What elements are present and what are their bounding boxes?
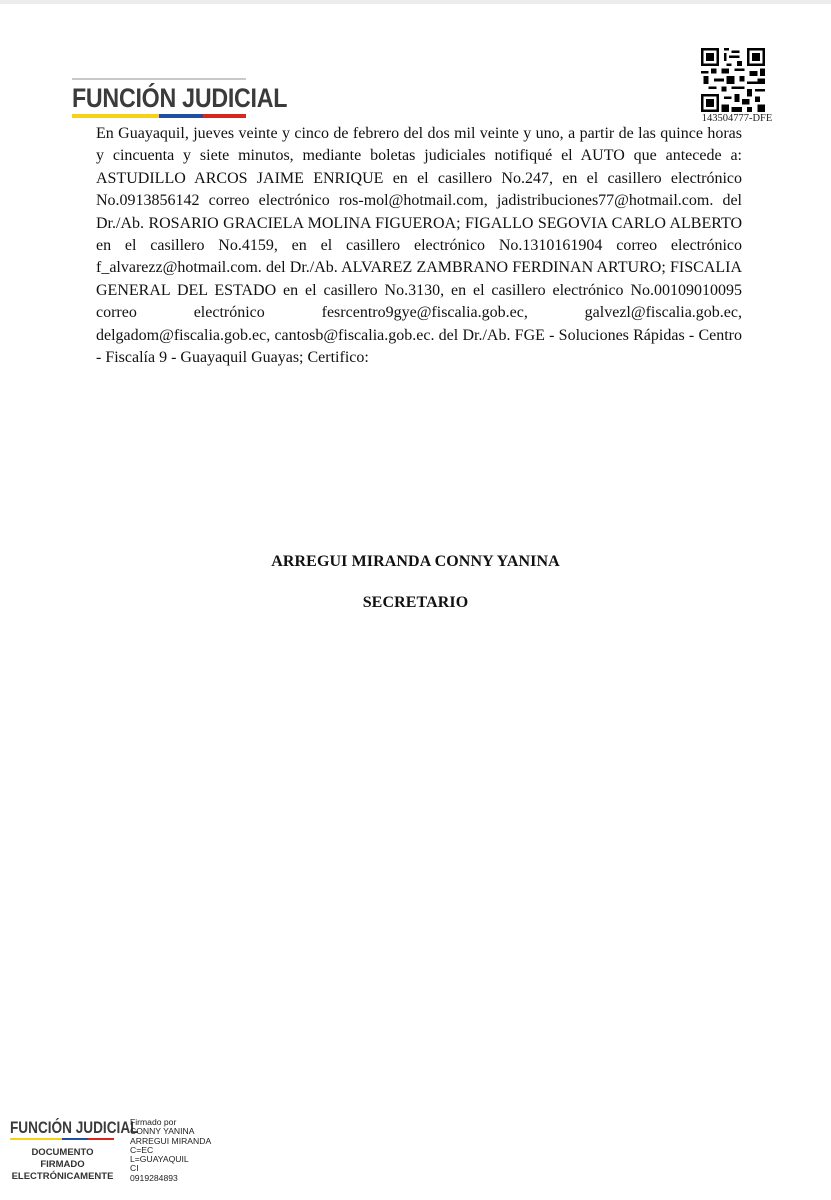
document-code: 143504777-DFE xyxy=(701,113,773,124)
stamp-signed-line: Firmado por xyxy=(130,1117,177,1127)
logo-flag-stripe xyxy=(72,114,246,118)
stamp-signed-by xyxy=(130,1118,211,1183)
page-top-bar xyxy=(0,0,831,4)
stamp-flag-red xyxy=(88,1138,114,1140)
funcion-judicial-logo xyxy=(72,78,288,118)
stamp-flag-blue xyxy=(62,1138,88,1140)
flag-yellow xyxy=(72,114,159,118)
stamp-signed-line: L=GUAYAQUIL xyxy=(130,1154,189,1165)
stamp-signed-line: ARREGUI MIRANDA xyxy=(130,1135,212,1146)
stamp-flag-stripe xyxy=(10,1138,114,1140)
stamp-flag-yellow xyxy=(10,1138,62,1140)
notification-paragraph: En Guayaquil, jueves veinte y cinco de febrero del dos mil veinte y uno, a partir de las quince horas y cincuenta y siete minutos, mediante boletas judiciales notifiqué el AUTO que antecede a: ASTUDILLO ARCOS JAIME ENRIQUE en el casillero No.247, en el casillero electrónico No.0913856142 correo electrónico ros-mol@hotmail.com, jadistribuciones77@hotmail.com. del Dr./Ab. ROSARIO GRACIELA MOLINA FIGUEROA; FIGALLO SEGOVIA CARLO ALBERTO en el casillero No.4159, en el casillero electrónico No.1310161904 correo electrónico f_alvarezz@hotmail.com. del Dr./Ab. ALVAREZ ZAMBRANO FERDINAN ARTURO; FISCALIA GENERAL DEL ESTADO en el casillero No.3130, en el casillero electrónico No.00109010095 correo electrónico fesrcentro9gye@fiscalia.gob.ec, galvezl@fiscalia.gob.ec, delgadom@fiscalia.gob.ec, cantosb@fiscalia.gob.ec. del Dr./Ab. FGE - Soluciones Rápidas - Centro - Fiscalía 9 - Guayaquil Guayas; Certifico: xyxy=(96,125,742,367)
qr-code-icon xyxy=(701,48,765,112)
stamp-signed-line: CI xyxy=(130,1163,139,1174)
flag-blue xyxy=(159,114,203,118)
stamp-caption xyxy=(10,1147,115,1183)
logo-text: FUNCIÓN JUDICIAL xyxy=(72,83,288,113)
stamp-signed-line: 0919284893 xyxy=(130,1172,178,1183)
electronic-signature-stamp xyxy=(10,1117,250,1183)
stamp-signed-line: CONNY YANINA xyxy=(130,1126,195,1137)
signer-role: SECRETARIO xyxy=(362,594,469,611)
logo-rule xyxy=(72,78,246,80)
flag-red xyxy=(203,114,247,118)
signer-name: ARREGUI MIRANDA CONNY YANINA xyxy=(271,553,560,570)
stamp-caption-line-1: DOCUMENTO FIRMADO xyxy=(31,1147,94,1170)
stamp-caption-line-2: ELECTRÓNICAMENTE xyxy=(11,1171,114,1182)
stamp-logo-text: FUNCIÓN JUDICIAL xyxy=(10,1118,139,1137)
stamp-signed-line: C=EC xyxy=(130,1144,154,1155)
